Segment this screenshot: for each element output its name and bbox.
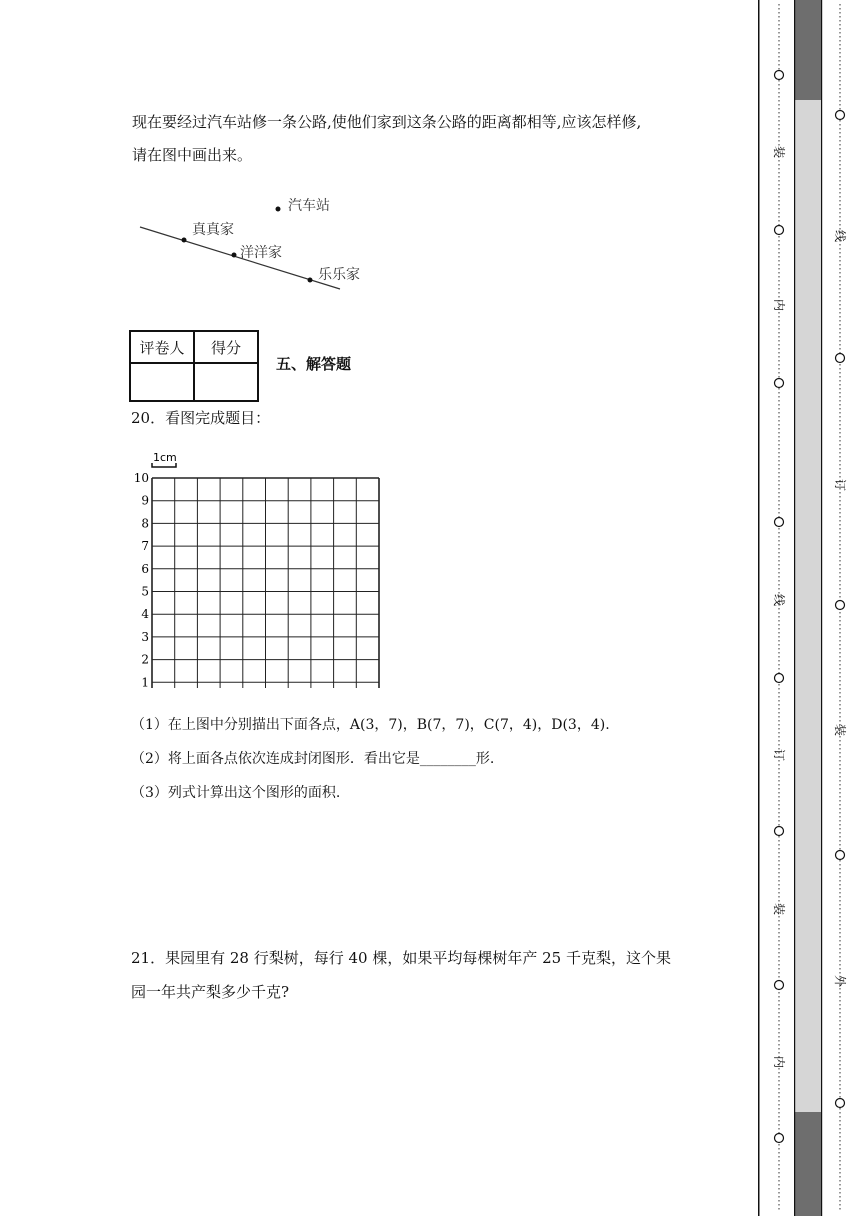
score-header: 得分 <box>194 331 258 363</box>
grid-y-labels <box>134 471 150 688</box>
y-tick-label: 7 <box>141 539 149 554</box>
inner-label-4: 订 <box>772 748 786 762</box>
q20-title: 20．看图完成题目： <box>131 409 271 427</box>
outer-label-4: 外 <box>833 974 847 988</box>
y-tick-label: 6 <box>141 561 149 576</box>
q21-line-2: 园一年共产梨多少千克? <box>131 983 290 1001</box>
grid-lines <box>152 478 379 688</box>
q20-sub2-suffix: 形. <box>475 751 495 767</box>
inner-label-1: 装 <box>772 145 786 159</box>
outer-label-1: 线 <box>833 229 847 243</box>
q20-sub3: （3）列式计算出这个图形的面积. <box>131 785 341 801</box>
y-tick-label: 10 <box>133 471 149 485</box>
q20-sub1: （1）在上图中分别描出下面各点，A(3，7)，B(7，7)，C(7，4)，D(3，4). <box>131 717 610 733</box>
inner-label-2: 内 <box>772 298 786 312</box>
intro-line-2: 请在图中画出来。 <box>132 146 253 164</box>
road-map-figure <box>130 190 390 300</box>
q21-line-1: 21．果园里有 28 行梨树，每行 40 棵，如果平均每棵树年产 25 千克梨，这个果 <box>131 949 671 967</box>
intro-line-1: 现在要经过汽车站修一条公路,使他们家到这条公路的距离都相等,应该怎样修, <box>132 113 642 131</box>
outer-label-2: 订 <box>833 478 847 492</box>
y-tick-label: 2 <box>141 652 149 667</box>
y-tick-label: 8 <box>141 516 149 531</box>
y-tick-label: 4 <box>141 607 149 622</box>
coordinate-grid <box>130 448 390 688</box>
lele-label: 乐乐家 <box>318 267 360 283</box>
y-tick-label: 9 <box>141 493 149 508</box>
zhenzhen-dot <box>182 238 187 243</box>
scale-label: 1cm <box>153 451 177 464</box>
y-tick-label: 1 <box>141 675 149 688</box>
q20-sub2-prefix: （2）将上面各点依次连成封闭图形．看出它是 <box>131 751 420 767</box>
outer-label-3: 装 <box>833 723 847 737</box>
score-table <box>129 330 259 402</box>
y-tick-label: 3 <box>141 629 149 644</box>
inner-label-5: 装 <box>772 902 786 916</box>
section-title: 五、解答题 <box>276 355 352 373</box>
station-dot <box>276 207 281 212</box>
yangyang-dot <box>232 253 237 258</box>
zhenzhen-label: 真真家 <box>192 222 234 238</box>
inner-label-3: 线 <box>772 593 786 607</box>
q20-sub2 <box>131 748 494 768</box>
y-tick-label: 5 <box>141 584 149 599</box>
yangyang-label: 洋洋家 <box>240 245 282 261</box>
lele-dot <box>308 278 313 283</box>
reviewer-cell[interactable] <box>130 363 194 401</box>
binding-margin <box>740 0 860 1216</box>
q20-answer-blank[interactable]: ________ <box>419 751 476 767</box>
score-cell[interactable] <box>194 363 258 401</box>
station-label: 汽车站 <box>288 198 330 214</box>
inner-label-6: 内 <box>772 1055 786 1069</box>
reviewer-header: 评卷人 <box>130 331 194 363</box>
